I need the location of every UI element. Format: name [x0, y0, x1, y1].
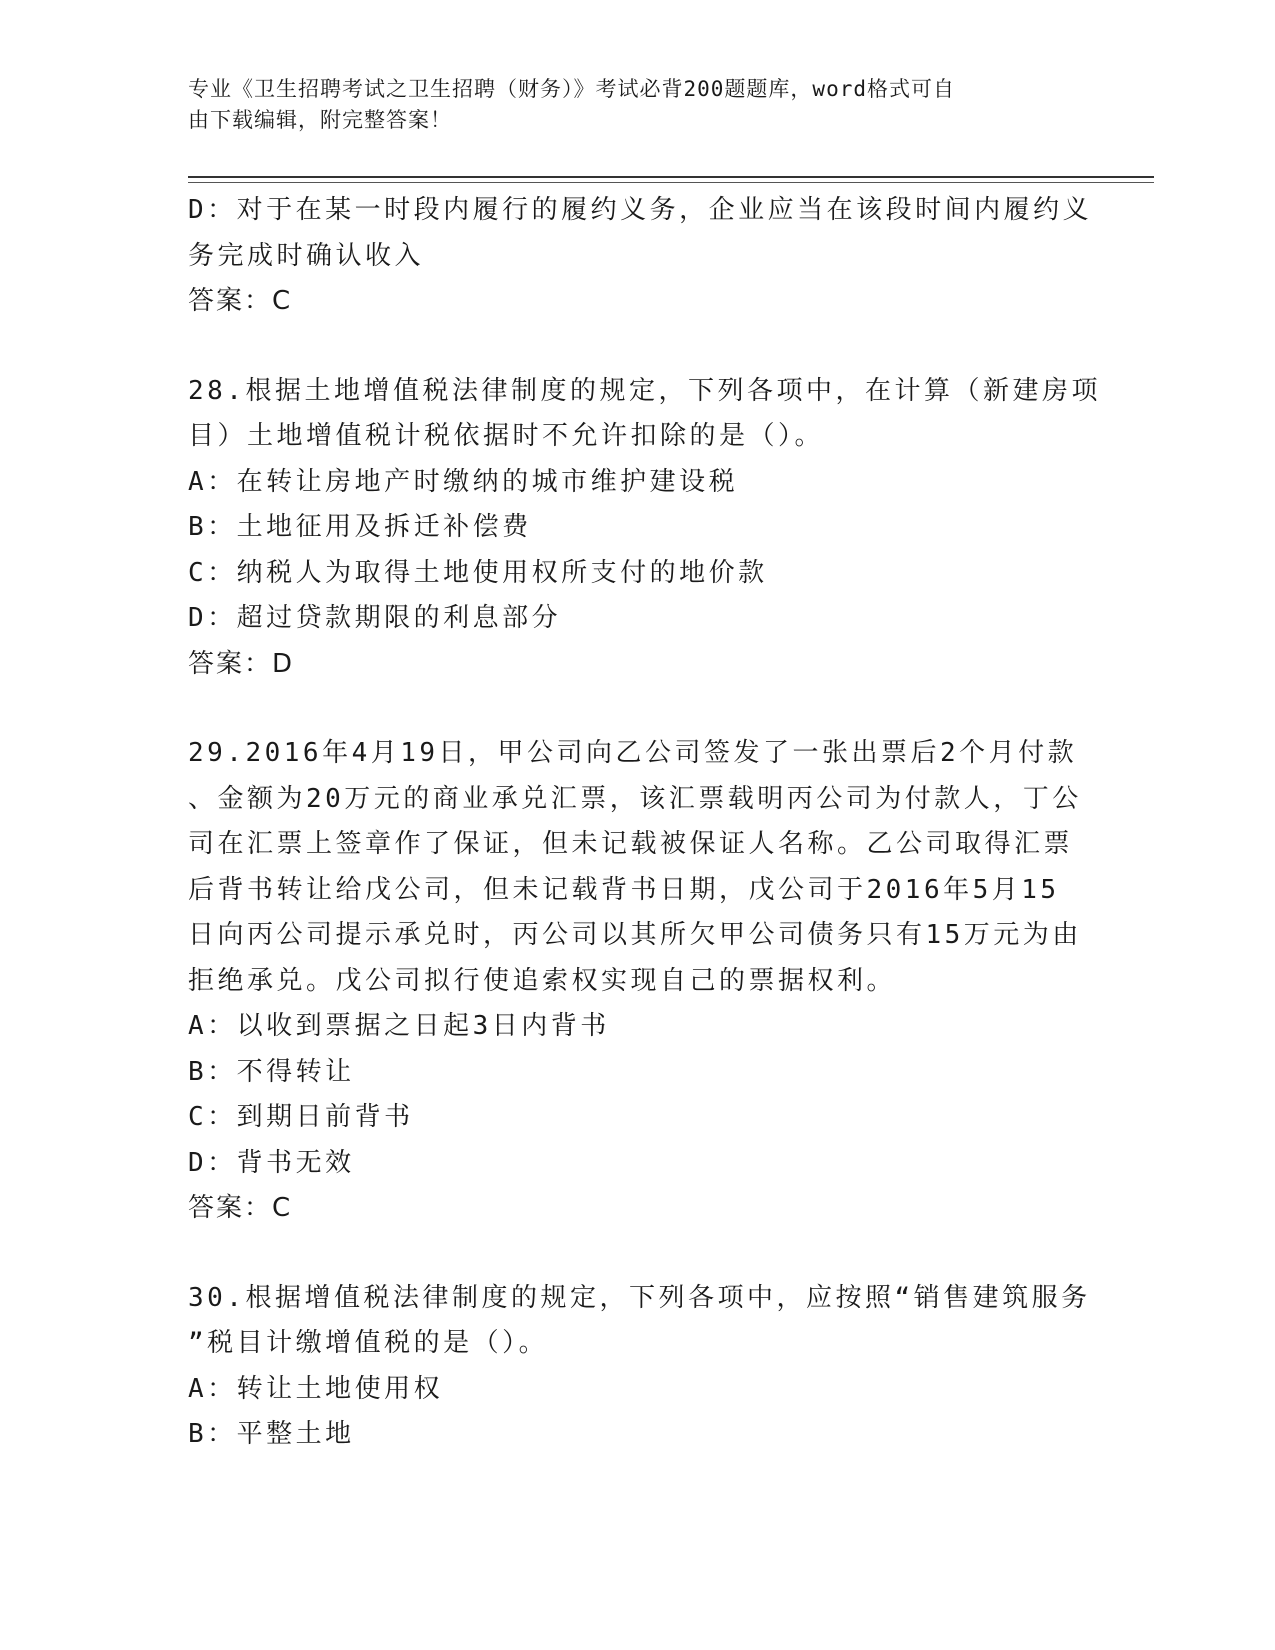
- option-a: A：转让土地使用权: [188, 1373, 444, 1404]
- spacer: [188, 687, 1068, 731]
- option-a: A：在转让房地产时缴纳的城市维护建设税: [188, 466, 739, 497]
- header-rule-thick: [188, 176, 1154, 178]
- document-body: [188, 188, 1101, 1458]
- answer-line: 答案：C: [188, 286, 293, 316]
- option-d: D：背书无效: [188, 1147, 355, 1178]
- option-b: B：不得转让: [188, 1056, 355, 1087]
- question-stem-continued: 拒绝承兑。戊公司拟行使追索权实现自己的票据权利。: [188, 965, 897, 996]
- spacer: [188, 325, 1068, 369]
- question-stem: 28.根据土地增值税法律制度的规定，下列各项中，在计算（新建房项: [188, 375, 1101, 406]
- question-stem-continued: 司在汇票上签章作了保证，但未记载被保证人名称。乙公司取得汇票: [188, 829, 1074, 859]
- header-line-2: 由下载编辑，附完整答案！: [188, 108, 452, 132]
- answer-line: 答案：D: [188, 648, 295, 679]
- header-line-1: 专业《卫生招聘考试之卫生招聘（财务）》考试必背200题题库，word格式可自: [188, 77, 955, 101]
- page-header: [188, 74, 1068, 136]
- header-rule-thin: [188, 182, 1154, 183]
- question-stem-continued: 日向丙公司提示承兑时，丙公司以其所欠甲公司债务只有15万元为由: [188, 920, 1082, 950]
- question-29: [188, 731, 1082, 1232]
- question-stem-continued: ”税目计缴增值税的是（）。: [188, 1328, 549, 1358]
- option-c: C：纳税人为取得土地使用权所支付的地价款: [188, 557, 768, 588]
- option-b: B：平整土地: [188, 1419, 355, 1449]
- option-d-continued: 务完成时确认收入: [188, 240, 425, 271]
- question-stem: 30.根据增值税法律制度的规定，下列各项中，应按照“销售建筑服务: [188, 1282, 1091, 1313]
- spacer: [188, 1232, 1068, 1276]
- option-b: B：土地征用及拆迁补偿费: [188, 512, 532, 542]
- question-27-tail: [188, 188, 1093, 325]
- question-stem-continued: 目）土地增值税计税依据时不允许扣除的是（）。: [188, 421, 825, 451]
- option-a: A：以收到票据之日起3日内背书: [188, 1011, 610, 1041]
- question-stem: 29.2016年4月19日，甲公司向乙公司签发了一张出票后2个月付款: [188, 738, 1078, 768]
- option-d: D：对于在某一时段内履行的履约义务，企业应当在该段时间内履约义: [188, 195, 1093, 225]
- option-c: C：到期日前背书: [188, 1102, 414, 1132]
- answer-line: 答案：C: [188, 1193, 293, 1223]
- option-d: D：超过贷款期限的利息部分: [188, 603, 562, 633]
- question-stem-continued: 后背书转让给戊公司，但未记载背书日期，戊公司于2016年5月15: [188, 874, 1060, 905]
- question-30: [188, 1276, 1091, 1458]
- question-28: [188, 369, 1101, 688]
- question-stem-continued: 、金额为20万元的商业承兑汇票，该汇票载明丙公司为付款人，丁公: [188, 783, 1082, 814]
